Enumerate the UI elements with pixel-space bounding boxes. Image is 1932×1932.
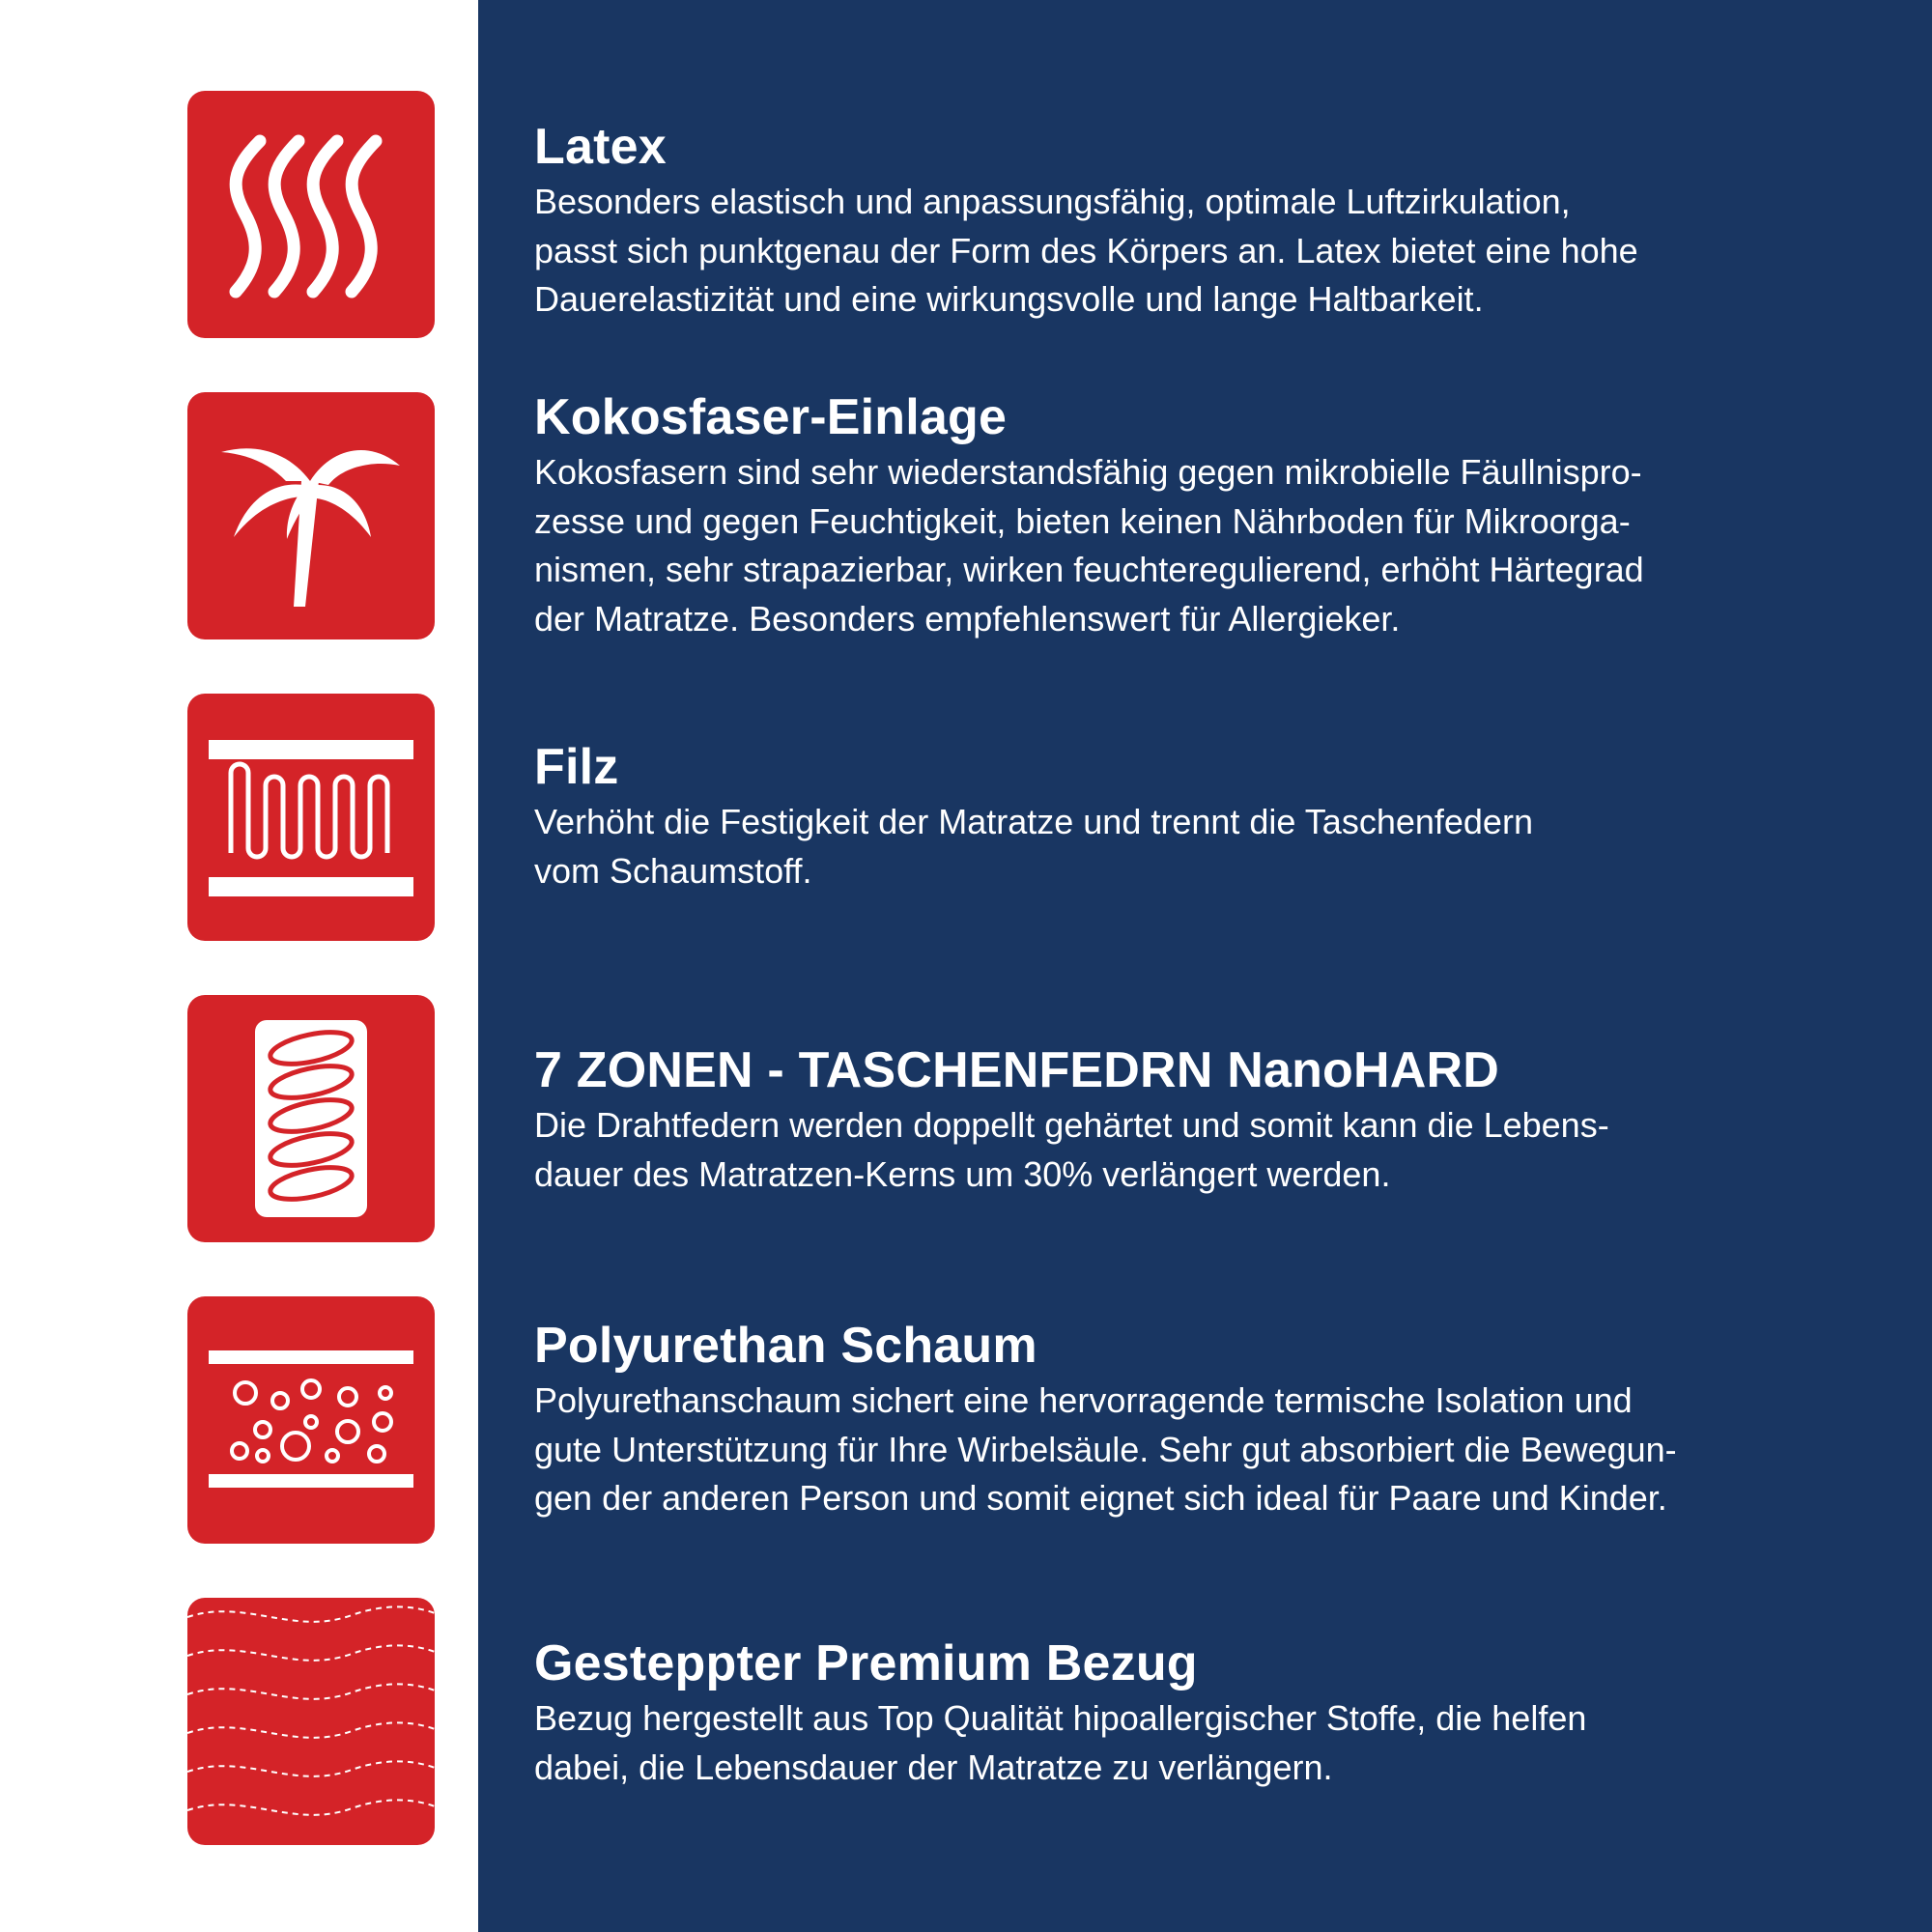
pocket-spring-icon (187, 995, 435, 1242)
description-line: gute Unterstützung für Ihre Wirbelsäule. Sehr gut absorbiert die Bewegun- (534, 1429, 1677, 1469)
feature-description (534, 798, 1790, 895)
foam-bubbles-icon (187, 1296, 435, 1544)
feature-bezug (534, 1634, 1790, 1792)
description-line: gen der anderen Person und somit eignet sich ideal für Paare und Kinder. (534, 1478, 1667, 1518)
feature-description (534, 178, 1790, 325)
felt-layer-icon (187, 694, 435, 941)
feature-description (534, 1101, 1790, 1199)
feature-title: Gesteppter Premium Bezug (534, 1635, 1198, 1691)
feature-latex (534, 118, 1790, 325)
quilted-cover-icon (187, 1598, 435, 1845)
feature-description (534, 448, 1790, 643)
description-line: Verhöht die Festigkeit der Matratze und trennt die Taschenfedern (534, 802, 1533, 841)
feature-polyurethan (534, 1317, 1790, 1523)
feature-filz (534, 738, 1790, 895)
description-line: Besonders elastisch und anpassungsfähig, optimale Luftzirkulation, (534, 182, 1571, 221)
feature-description (534, 1694, 1790, 1792)
feature-title: 7 ZONEN - TASCHENFEDRN NanoHARD (534, 1042, 1500, 1098)
description-line: Bezug hergestellt aus Top Qualität hipoallergischer Stoffe, die helfen (534, 1698, 1587, 1738)
description-line: der Matratze. Besonders empfehlenswert für Allergieker. (534, 598, 1401, 639)
feature-title: Latex (534, 119, 667, 175)
feature-description (534, 1377, 1790, 1523)
description-line: zesse und gegen Feuchtigkeit, bieten keinen Nährboden für Mikroorga- (534, 500, 1631, 541)
feature-kokosfaser (534, 388, 1790, 643)
description-line: nismen, sehr strapazierbar, wirken feuchteregulierend, erhöht Härtegrad (534, 550, 1644, 589)
feature-taschenfedern (534, 1041, 1790, 1199)
description-line: passt sich punktgenau der Form des Körpers an. Latex bietet eine hohe (534, 230, 1638, 270)
feature-title: Kokosfaser-Einlage (534, 389, 1008, 445)
description-line: Dauerelastizität und eine wirkungsvolle und lange Haltbarkeit. (534, 279, 1484, 319)
description-line: vom Schaumstoff. (534, 850, 812, 891)
description-line: dabei, die Lebensdauer der Matratze zu verlängern. (534, 1747, 1333, 1787)
description-line: dauer des Matratzen-Kerns um 30% verlängert werden. (534, 1153, 1391, 1194)
description-line: Polyurethanschaum sichert eine hervorragende termische Isolation und (534, 1380, 1633, 1420)
palm-tree-icon (187, 392, 435, 639)
heat-waves-icon (187, 91, 435, 338)
description-line: Kokosfasern sind sehr wiederstandsfähig gegen mikrobielle Fäullnispro- (534, 452, 1642, 492)
feature-title: Filz (534, 739, 619, 795)
description-line: Die Drahtfedern werden doppellt gehärtet und somit kann die Lebens- (534, 1105, 1609, 1145)
feature-title: Polyurethan Schaum (534, 1318, 1037, 1374)
